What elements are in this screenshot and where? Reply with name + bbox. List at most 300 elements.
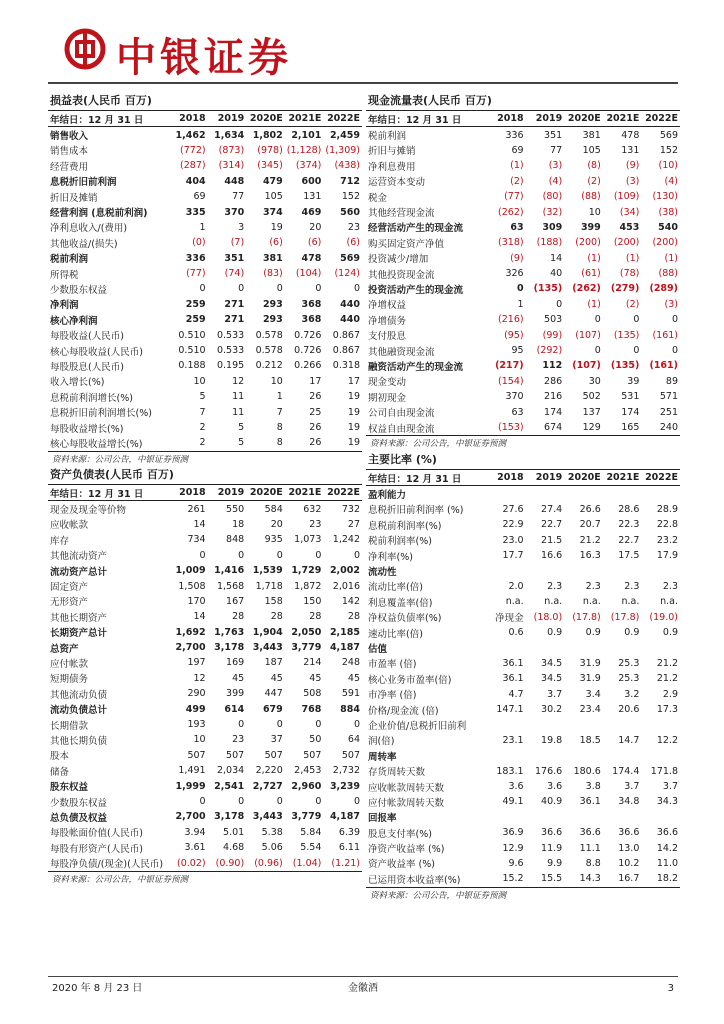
- cell-value: 9.6: [508, 857, 524, 869]
- table-row: [48, 671, 362, 686]
- cell-value: 2,101: [291, 129, 322, 141]
- cell-value: 187: [264, 657, 283, 669]
- cell-value: 49.1: [502, 796, 524, 808]
- cell-value: 17.3: [656, 704, 678, 716]
- cell-value: 440: [340, 298, 360, 310]
- cash-flow-table: [366, 111, 680, 435]
- table-row: [48, 358, 362, 373]
- cell-value: 2.3: [585, 580, 601, 592]
- cell-value: 39: [627, 375, 640, 387]
- cell-value: (99): [542, 329, 563, 341]
- table-row: [48, 609, 362, 624]
- cell-value: 10: [193, 375, 206, 387]
- table-row: [48, 127, 362, 143]
- cell-value: (88): [658, 268, 678, 280]
- table-row: [366, 717, 680, 732]
- cell-value: 0.867: [332, 345, 360, 357]
- balance-sheet-title: 资产负债表(人民币 百万): [48, 466, 362, 485]
- cell-value: 105: [582, 144, 601, 156]
- cell-value: [603, 640, 642, 655]
- cell-value: (4): [548, 175, 563, 187]
- table-row: [48, 655, 362, 670]
- table-header-row: [366, 470, 680, 486]
- cell-value: 147.1: [496, 704, 524, 716]
- cell-value: 251: [659, 406, 678, 418]
- table-row: [48, 312, 362, 327]
- row-label: 长期借款: [50, 720, 89, 732]
- row-label: 每股收益增长(%): [50, 423, 124, 435]
- cell-value: 4,187: [329, 642, 360, 654]
- cell-value: 503: [544, 314, 563, 326]
- cell-value: 180.6: [573, 765, 601, 777]
- cell-value: [487, 563, 526, 578]
- cash-flow-title: 现金流量表(人民币 百万): [366, 92, 680, 111]
- row-label: 回报率: [368, 813, 397, 825]
- row-label: 净增债务: [368, 315, 407, 327]
- table-row: [366, 374, 680, 389]
- cell-value: [641, 748, 680, 763]
- row-label: 其他流动负债: [50, 689, 108, 701]
- column-header: 2020E: [564, 111, 603, 127]
- cell-value: 2,185: [329, 626, 360, 638]
- cell-value: 3.2: [624, 688, 640, 700]
- cell-value: (438): [334, 160, 360, 172]
- cell-value: 64: [347, 734, 360, 746]
- table-row: [366, 343, 680, 358]
- cell-value: 12: [193, 672, 206, 684]
- cell-value: 9.9: [547, 857, 563, 869]
- row-label: 折旧及摊销: [50, 192, 98, 204]
- row-label: 股息支付率(%): [368, 828, 432, 840]
- cell-value: (77): [504, 191, 524, 203]
- cell-value: (38): [658, 206, 678, 218]
- row-label: 市盈率 (倍): [368, 659, 417, 671]
- cell-value: 27.4: [541, 503, 563, 515]
- cell-value: 271: [224, 298, 245, 310]
- cell-value: 507: [226, 749, 245, 761]
- cell-value: 23: [347, 221, 360, 233]
- cell-value: 2,453: [294, 765, 322, 777]
- cell-value: (279): [610, 283, 640, 295]
- cell-value: 0: [516, 283, 524, 295]
- cell-value: 129: [582, 422, 601, 433]
- cell-value: 170: [187, 595, 206, 607]
- cell-value: 6.11: [338, 842, 360, 854]
- cell-value: (77): [186, 268, 206, 280]
- cell-value: 45: [347, 672, 360, 684]
- table-row: [366, 312, 680, 327]
- cell-value: [603, 748, 642, 763]
- cell-value: 193: [187, 719, 206, 731]
- row-label: 净利息费用: [368, 161, 416, 173]
- cell-value: 20: [270, 518, 283, 530]
- cell-value: 0: [238, 549, 245, 561]
- cell-value: 1,416: [214, 565, 245, 577]
- cell-value: 0: [199, 549, 206, 561]
- cell-value: 848: [226, 534, 245, 546]
- cell-value: 0: [633, 345, 640, 357]
- cell-value: 248: [341, 657, 360, 669]
- row-label: 息税前利润率(%): [368, 520, 442, 532]
- table-row: [366, 517, 680, 532]
- row-label: 应付帐款周转天数: [368, 797, 445, 809]
- row-label: 其他流动资产: [50, 551, 108, 563]
- table-row: [48, 343, 362, 358]
- row-label: 少数股东权益: [50, 797, 108, 809]
- cell-value: 27.6: [502, 503, 524, 515]
- cell-value: 1: [199, 221, 206, 233]
- row-label: 公司自由现金流: [368, 408, 435, 420]
- cell-value: 12: [232, 375, 245, 387]
- column-header: 2020E: [246, 111, 285, 127]
- cell-value: (1,128): [286, 144, 322, 156]
- cell-value: (1): [510, 160, 524, 172]
- cell-value: 23.4: [579, 704, 601, 716]
- cell-value: 2: [199, 422, 206, 433]
- cell-value: 14: [193, 518, 206, 530]
- cell-value: 167: [226, 595, 245, 607]
- row-label: 总负债及权益: [50, 812, 108, 824]
- cell-value: (1.21): [331, 857, 360, 869]
- cell-value: 5.54: [300, 842, 322, 854]
- cell-value: 11.9: [541, 842, 563, 854]
- cell-value: (1,309): [325, 144, 360, 156]
- cell-value: 22.8: [656, 519, 678, 531]
- cell-value: 2,016: [332, 580, 360, 592]
- table-header-row: [48, 111, 362, 127]
- row-label: 流动性: [368, 567, 397, 579]
- table-row: [48, 517, 362, 532]
- cell-value: 20.7: [579, 519, 601, 531]
- table-row: [366, 143, 680, 158]
- cell-value: 28.6: [618, 503, 640, 515]
- column-header: 2018: [487, 470, 526, 486]
- cell-value: 584: [264, 503, 283, 515]
- table-row: [48, 748, 362, 763]
- table-row: [366, 686, 680, 701]
- cell-value: [526, 717, 565, 732]
- cell-value: 0: [315, 283, 322, 295]
- cell-value: 19.8: [541, 734, 563, 746]
- cell-value: 0.6: [508, 627, 524, 639]
- cell-value: 732: [341, 503, 360, 515]
- table-row: [366, 204, 680, 219]
- cell-value: 240: [659, 422, 678, 433]
- table-row: [48, 158, 362, 173]
- cell-value: 10.2: [618, 857, 640, 869]
- row-label: 投资活动产生的现金流: [368, 284, 464, 296]
- cell-value: 30: [588, 375, 601, 387]
- table-row: [48, 794, 362, 809]
- cell-value: (74): [224, 268, 245, 280]
- cell-value: 3.61: [184, 842, 206, 854]
- cell-value: 34.8: [618, 796, 640, 808]
- row-label: 息税折旧前利润率 (%): [368, 505, 464, 517]
- table-row: [48, 189, 362, 204]
- cell-value: 507: [303, 749, 322, 761]
- cell-value: 712: [340, 175, 360, 187]
- cell-value: 0: [238, 796, 245, 807]
- cell-value: (135): [613, 329, 640, 341]
- cell-value: 734: [187, 534, 206, 546]
- footer-company: 金徽酒: [348, 983, 378, 994]
- cell-value: 768: [301, 703, 322, 715]
- row-label: 经营利润 (息税前利润): [50, 208, 148, 220]
- cell-value: 21.2: [656, 673, 678, 685]
- row-label: 每股有形资产(人民币): [50, 843, 143, 855]
- cell-value: 20: [309, 221, 322, 233]
- cell-value: 479: [262, 175, 283, 187]
- cell-value: 2.9: [662, 688, 678, 700]
- row-label: 净利息收入/(费用): [50, 223, 128, 235]
- cell-value: 19: [347, 422, 360, 433]
- cell-value: [526, 810, 565, 825]
- table-row: [366, 671, 680, 686]
- row-label: 周转率: [368, 751, 397, 763]
- row-label: 企业价值/息税折旧前利: [368, 720, 467, 732]
- cell-value: (216): [498, 314, 524, 326]
- cell-value: 3.6: [508, 781, 524, 792]
- cell-value: 591: [341, 688, 360, 700]
- cell-value: 293: [262, 314, 283, 326]
- cell-value: n.a.: [621, 596, 640, 608]
- cell-value: 0.266: [294, 360, 322, 372]
- cell-value: 5: [199, 391, 206, 403]
- row-label: 销售成本: [50, 146, 89, 158]
- cell-value: 259: [185, 298, 206, 310]
- cell-value: (262): [498, 206, 524, 218]
- cell-value: (374): [295, 160, 322, 172]
- row-label: 净权益负债率(%): [368, 613, 442, 625]
- cell-value: 5.06: [261, 842, 283, 854]
- cell-value: 0: [276, 796, 283, 807]
- table-row: [48, 778, 362, 793]
- cell-value: 18.5: [579, 734, 601, 746]
- table-row: [366, 281, 680, 296]
- table-row: [366, 502, 680, 517]
- column-header: 2020E: [564, 470, 603, 486]
- cell-value: 26: [309, 391, 322, 403]
- cell-value: 22.9: [502, 519, 524, 531]
- cell-value: 152: [341, 191, 360, 203]
- table-row: [366, 610, 680, 625]
- row-label: 投资减少/增加: [368, 254, 429, 266]
- row-label: 其他长期资产: [50, 612, 108, 624]
- row-label: 其他长期负债: [50, 735, 108, 747]
- cell-value: 1,692: [175, 626, 206, 638]
- cell-value: 0: [353, 549, 360, 561]
- cell-value: 381: [262, 252, 283, 264]
- cell-value: (161): [652, 329, 678, 341]
- table-row: [366, 563, 680, 578]
- cell-value: 36.6: [541, 827, 563, 839]
- row-label: 每股收益(人民币): [50, 331, 124, 343]
- cell-value: 30.2: [541, 704, 563, 716]
- cell-value: [487, 748, 526, 763]
- cell-value: (107): [572, 360, 601, 372]
- cell-value: 34.5: [541, 657, 563, 669]
- cell-value: 0: [276, 283, 283, 295]
- cell-value: (10): [658, 160, 678, 172]
- cell-value: [487, 640, 526, 655]
- cell-value: (1.04): [292, 857, 322, 869]
- cell-value: 0: [315, 549, 322, 561]
- cell-value: 31.9: [579, 657, 601, 669]
- cell-value: 3,443: [252, 642, 283, 654]
- cell-value: (32): [542, 206, 563, 218]
- table-row: [48, 625, 362, 640]
- income-source-note: 资料来源：公司公告，中银证券预测: [48, 451, 362, 468]
- table-row: [48, 640, 362, 655]
- cell-value: 15.2: [502, 873, 524, 885]
- key-ratios-title: 主要比率 (%): [366, 451, 680, 470]
- cell-value: 169: [226, 657, 245, 669]
- cell-value: 1,729: [291, 565, 322, 577]
- cell-value: 0: [238, 719, 245, 731]
- cell-value: 11: [232, 406, 245, 418]
- cell-value: 40: [550, 268, 563, 280]
- table-row: [48, 420, 362, 435]
- cell-value: 600: [301, 175, 322, 187]
- row-label: 现金及现金等价物: [50, 505, 127, 517]
- cell-value: 21.5: [541, 534, 563, 546]
- table-row: [366, 127, 680, 143]
- cell-value: 8: [276, 437, 283, 449]
- row-label: 其他融资现金流: [368, 346, 435, 358]
- table-header-row: [366, 111, 680, 127]
- key-ratios-table: [366, 470, 680, 887]
- cell-value: 26: [309, 437, 322, 449]
- cell-value: 19: [347, 406, 360, 418]
- cell-value: (88): [581, 191, 601, 203]
- cell-value: 174: [621, 406, 640, 418]
- cell-value: 286: [544, 375, 563, 387]
- table-row: [48, 686, 362, 701]
- cell-value: 5: [238, 437, 245, 449]
- row-label: 资产收益率 (%): [368, 859, 435, 871]
- table-row: [366, 158, 680, 173]
- cell-value: 77: [550, 144, 563, 156]
- cell-value: 0: [353, 719, 360, 731]
- table-row: [366, 840, 680, 855]
- cell-value: 112: [542, 360, 563, 372]
- cell-value: 150: [303, 595, 322, 607]
- row-label: 运营资本变动: [368, 177, 426, 189]
- table-row: [48, 548, 362, 563]
- table-row: [366, 640, 680, 655]
- table-row: [48, 327, 362, 342]
- cell-value: 7: [276, 406, 283, 418]
- cell-value: 216: [544, 391, 563, 403]
- cell-value: 478: [621, 129, 640, 141]
- cell-value: 326: [505, 268, 524, 280]
- cell-value: 17.9: [656, 550, 678, 562]
- cash-flow-source-note: 资料来源：公司公告，中银证券预测: [366, 435, 680, 452]
- cell-value: (104): [295, 268, 322, 280]
- cell-value: [564, 717, 603, 732]
- cell-value: 2,220: [255, 765, 283, 777]
- cell-value: 368: [301, 298, 322, 310]
- cell-value: 3: [238, 221, 245, 233]
- cell-value: 19: [270, 221, 283, 233]
- table-row: [48, 763, 362, 778]
- cell-value: 95: [511, 345, 524, 357]
- column-header: 年结日：12 月 31 日: [48, 485, 169, 501]
- table-row: [48, 297, 362, 312]
- balance-source-note: 资料来源：公司公告，中银证券预测: [48, 871, 362, 888]
- cell-value: 368: [301, 314, 322, 326]
- cell-value: 45: [309, 672, 322, 684]
- row-label: 应收帐款: [50, 520, 89, 532]
- cell-value: 3.7: [662, 781, 678, 792]
- income-statement-panel: [48, 92, 362, 468]
- cell-value: [641, 717, 680, 732]
- cell-value: 1,462: [175, 129, 206, 141]
- cell-value: 271: [224, 314, 245, 326]
- cell-value: 25.3: [618, 673, 640, 685]
- page-header: [48, 18, 678, 84]
- cell-value: 21.2: [656, 657, 678, 669]
- table-row: [366, 825, 680, 840]
- cell-value: [526, 640, 565, 655]
- cell-value: (6): [307, 237, 322, 249]
- cell-value: 45: [270, 672, 283, 684]
- cell-value: 293: [262, 298, 283, 310]
- cell-value: 10: [193, 734, 206, 746]
- cell-value: 0.726: [294, 329, 322, 341]
- cell-value: 1,242: [332, 534, 360, 546]
- row-label: 销售收入: [50, 131, 89, 143]
- row-label: 其他收益/(损失): [50, 238, 118, 250]
- cell-value: 174.4: [612, 765, 640, 777]
- cell-value: 0.867: [332, 329, 360, 341]
- cell-value: (200): [575, 237, 601, 249]
- table-row: [366, 594, 680, 609]
- table-row: [48, 435, 362, 450]
- cell-value: 13.0: [618, 842, 640, 854]
- cell-value: 381: [582, 129, 601, 141]
- cell-value: 36.1: [502, 657, 524, 669]
- cell-value: 2,732: [332, 765, 360, 777]
- row-label: 润(倍): [368, 736, 395, 748]
- cell-value: 679: [262, 703, 283, 715]
- cell-value: 2.3: [624, 580, 640, 592]
- cell-value: 28.9: [656, 503, 678, 515]
- cell-value: 19: [347, 437, 360, 449]
- cell-value: 12.9: [502, 842, 524, 854]
- cell-value: (135): [610, 360, 640, 372]
- cell-value: 28: [347, 611, 360, 623]
- row-label: 固定资产: [50, 582, 89, 594]
- cell-value: 478: [301, 252, 322, 264]
- cell-value: (0.90): [215, 857, 245, 869]
- cell-value: 0: [594, 345, 601, 357]
- cell-value: [641, 810, 680, 825]
- row-label: 价格/现金流 (倍): [368, 705, 439, 717]
- cell-value: 1,539: [252, 565, 283, 577]
- cell-value: 12.2: [656, 734, 678, 746]
- cell-value: n.a.: [505, 596, 524, 608]
- cell-value: 20.6: [618, 704, 640, 716]
- cell-value: 3.94: [184, 826, 206, 838]
- cell-value: 77: [232, 191, 245, 203]
- cell-value: 571: [659, 391, 678, 403]
- cell-value: (17.8): [610, 611, 640, 623]
- cell-value: 507: [264, 749, 283, 761]
- cell-value: (61): [581, 268, 601, 280]
- bank-of-china-logo-icon: [64, 28, 106, 70]
- row-label: 期初现金: [368, 392, 407, 404]
